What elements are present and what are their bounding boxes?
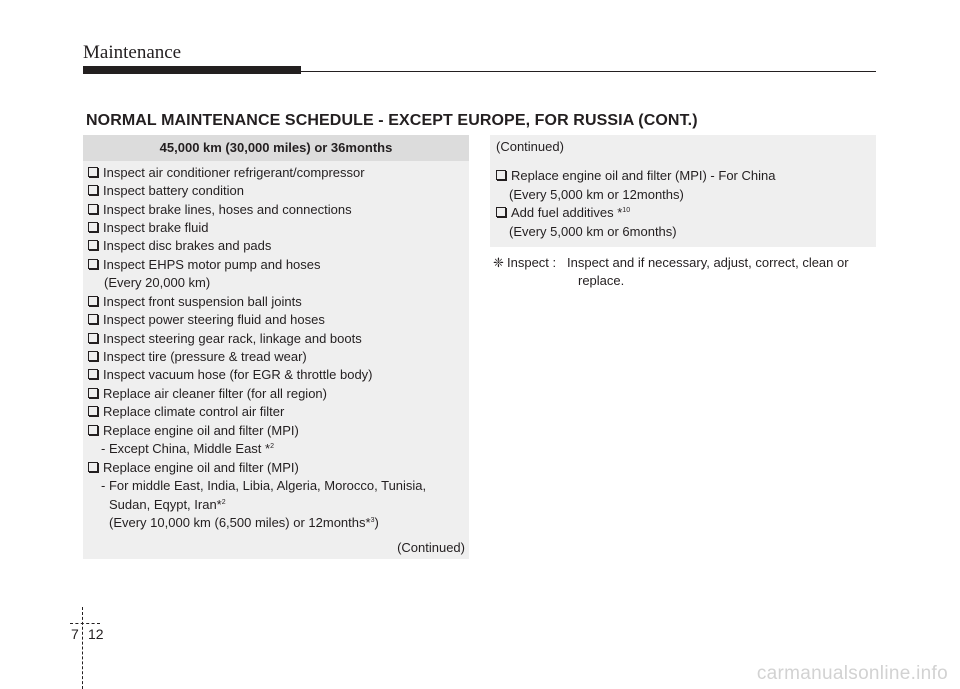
list-item: Inspect brake lines, hoses and connections <box>88 201 352 219</box>
list-item-detail: (Every 10,000 km (6,500 miles) or 12months*$^3$) <box>109 515 379 530</box>
list-item-detail: (Every 5,000 km or 6months) <box>509 224 677 239</box>
list-item-detail: - For middle East, India, Libia, Algeria, Morocco, Tunisia, <box>101 478 427 493</box>
chapter-number: 7 <box>71 626 79 642</box>
list-item: Inspect brake fluid <box>88 219 209 237</box>
checkbox-icon <box>88 314 98 324</box>
interval-title: 45,000 km (30,000 miles) or 36months <box>83 135 469 161</box>
checkbox-icon <box>88 333 98 343</box>
checkbox-icon <box>496 207 506 217</box>
continued-label: (Continued) <box>397 540 465 555</box>
checkbox-icon <box>88 259 98 269</box>
checkbox-icon <box>88 222 98 232</box>
note-label: Inspect : <box>507 255 557 270</box>
schedule-heading: NORMAL MAINTENANCE SCHEDULE - EXCEPT EUROPE, FOR RUSSIA (CONT.) <box>86 112 698 129</box>
list-item: Inspect vacuum hose (for EGR & throttle body) <box>88 366 373 384</box>
header-bar <box>83 66 301 74</box>
checkbox-icon <box>88 296 98 306</box>
checkbox-icon <box>88 167 98 177</box>
continued-label: (Continued) <box>496 139 564 154</box>
list-item: Inspect tire (pressure & tread wear) <box>88 348 307 366</box>
list-item: Add fuel additives *$^{10}$ <box>496 204 630 222</box>
checkbox-icon <box>88 185 98 195</box>
list-item: Replace engine oil and filter (MPI) - For China <box>496 167 775 185</box>
left-schedule-panel <box>83 135 469 559</box>
right-schedule-panel <box>490 135 876 247</box>
list-item: Replace climate control air filter <box>88 403 284 421</box>
checkbox-icon <box>88 406 98 416</box>
list-item: Inspect power steering fluid and hoses <box>88 311 325 329</box>
footer-rule <box>70 623 100 624</box>
list-item: Inspect battery condition <box>88 182 244 200</box>
list-item: Replace engine oil and filter (MPI) <box>88 422 299 440</box>
checkbox-icon <box>88 240 98 250</box>
list-item-detail: (Every 5,000 km or 12months) <box>509 187 684 202</box>
checkbox-icon <box>88 425 98 435</box>
watermark: carmanualsonline.info <box>756 663 948 684</box>
list-item: Replace air cleaner filter (for all region) <box>88 385 327 403</box>
page-number: 12 <box>88 626 104 642</box>
list-item-detail: - Except China, Middle East *$^2$ <box>101 441 274 456</box>
note-text: replace. <box>578 273 625 288</box>
list-item-detail: Sudan, Eqypt, Iran*$^2$ <box>109 497 226 512</box>
list-item: Inspect front suspension ball joints <box>88 293 302 311</box>
checkbox-icon <box>88 351 98 361</box>
list-item: Inspect disc brakes and pads <box>88 237 271 255</box>
list-item-detail: (Every 20,000 km) <box>104 275 211 290</box>
note-text: Inspect and if necessary, adjust, correct, clean or <box>567 255 849 270</box>
section-title: Maintenance <box>83 42 182 63</box>
checkbox-icon <box>88 369 98 379</box>
checkbox-icon <box>88 388 98 398</box>
footer-divider <box>82 607 83 689</box>
checkbox-icon <box>88 204 98 214</box>
list-item: Inspect steering gear rack, linkage and boots <box>88 330 362 348</box>
note-symbol-icon: ❈ <box>493 255 504 270</box>
checkbox-icon <box>88 462 98 472</box>
list-item: Inspect air conditioner refrigerant/compressor <box>88 164 365 182</box>
list-item: Replace engine oil and filter (MPI) <box>88 459 299 477</box>
list-item: Inspect EHPS motor pump and hoses <box>88 256 321 274</box>
checkbox-icon <box>496 170 506 180</box>
header-rule <box>301 71 876 72</box>
